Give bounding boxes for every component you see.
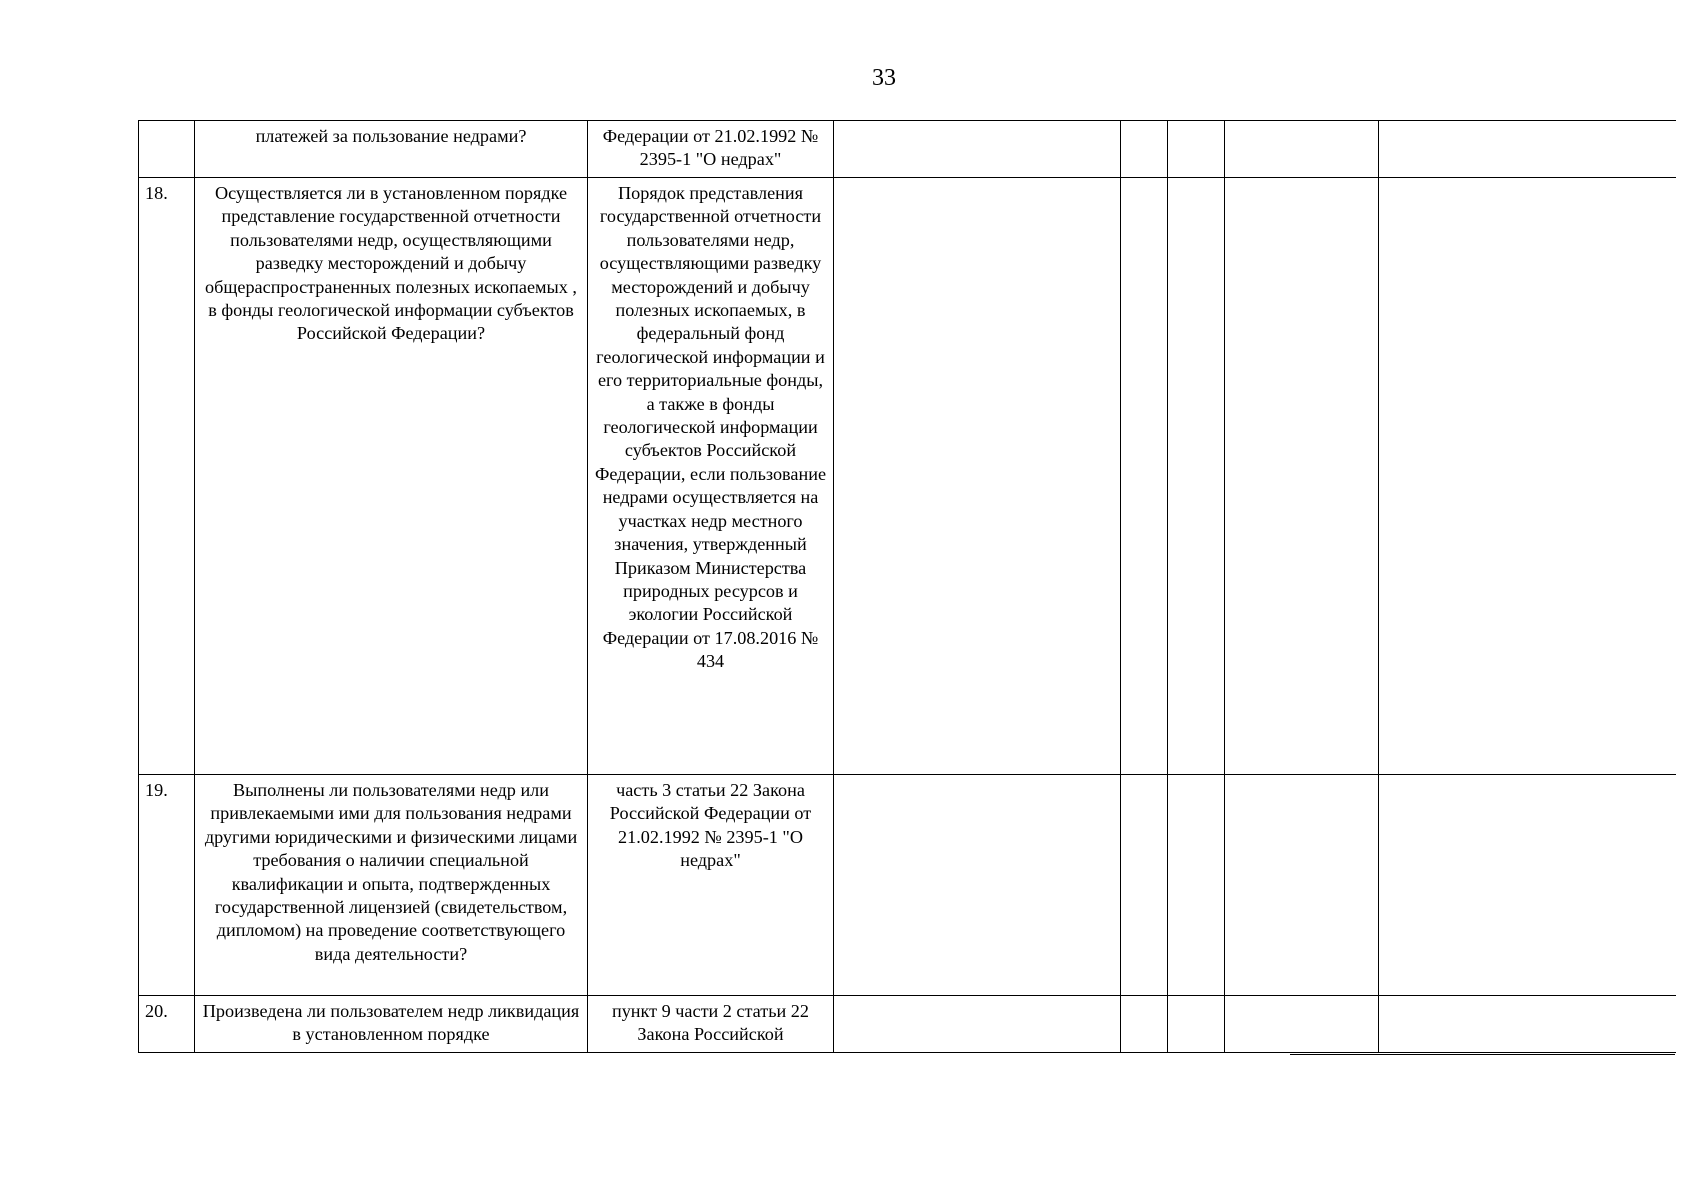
- row-number: [139, 121, 195, 178]
- answer-cell: [1225, 996, 1379, 1053]
- checklist-table: [138, 120, 1676, 1053]
- answer-cell: [834, 775, 1121, 996]
- table-row: [139, 775, 1676, 996]
- note-cell: [1379, 996, 1676, 1053]
- requirement-cell: пункт 9 части 2 статьи 22 Закона Российской: [588, 996, 834, 1053]
- row-number: 20.: [139, 996, 195, 1053]
- answer-cell: [834, 996, 1121, 1053]
- table-row: [139, 178, 1676, 775]
- requirement-cell: Федерации от 21.02.1992 № 2395-1 "О недрах": [588, 121, 834, 178]
- row-number: 19.: [139, 775, 195, 996]
- table-row: [139, 996, 1676, 1053]
- question-cell: Выполнены ли пользователями недр или привлекаемыми ими для пользования недрами другими юридическими и физическими лицами требования о наличии специальной квалификации и опыта, подтвержденных государственной лицензией (свидетельством, дипломом) на проведение соответствующего вида деятельности?: [195, 775, 588, 996]
- note-cell: [1379, 775, 1676, 996]
- row-number: 18.: [139, 178, 195, 775]
- answer-cell: [1225, 121, 1379, 178]
- answer-cell: [834, 178, 1121, 775]
- answer-cell: [834, 121, 1121, 178]
- answer-cell: [1168, 121, 1225, 178]
- answer-cell: [1168, 775, 1225, 996]
- question-cell: платежей за пользование недрами?: [195, 121, 588, 178]
- answer-cell: [1225, 178, 1379, 775]
- answer-cell: [1121, 775, 1168, 996]
- question-cell: Произведена ли пользователем недр ликвидация в установленном порядке: [195, 996, 588, 1053]
- requirement-cell: Порядок представления государственной отчетности пользователями недр, осуществляющими разведку месторождений и добычу полезных ископаемых, в федеральный фонд геологической информации и его территориальные фонды, а также в фонды геологической информации субъектов Российской Федерации, если пользование недрами осуществляется на участках недр местного значения, утвержденный Приказом Министерства природных ресурсов и экологии Российской Федерации от 17.08.2016 № 434: [588, 178, 834, 775]
- table-row: [139, 121, 1676, 178]
- answer-cell: [1121, 178, 1168, 775]
- question-cell: Осуществляется ли в установленном порядке представление государственной отчетности пользователями недр, осуществляющими разведку месторождений и добычу общераспространенных полезных ископаемых , в фонды геологической информации субъектов Российской Федерации?: [195, 178, 588, 775]
- answer-cell: [1225, 775, 1379, 996]
- note-cell: [1379, 121, 1676, 178]
- answer-cell: [1168, 178, 1225, 775]
- page-number: 33: [872, 65, 896, 91]
- table-bottom-edge: [1290, 1054, 1675, 1055]
- answer-cell: [1121, 121, 1168, 178]
- requirement-cell: часть 3 статьи 22 Закона Российской Федерации от 21.02.1992 № 2395-1 "О недрах": [588, 775, 834, 996]
- answer-cell: [1168, 996, 1225, 1053]
- note-cell: [1379, 178, 1676, 775]
- answer-cell: [1121, 996, 1168, 1053]
